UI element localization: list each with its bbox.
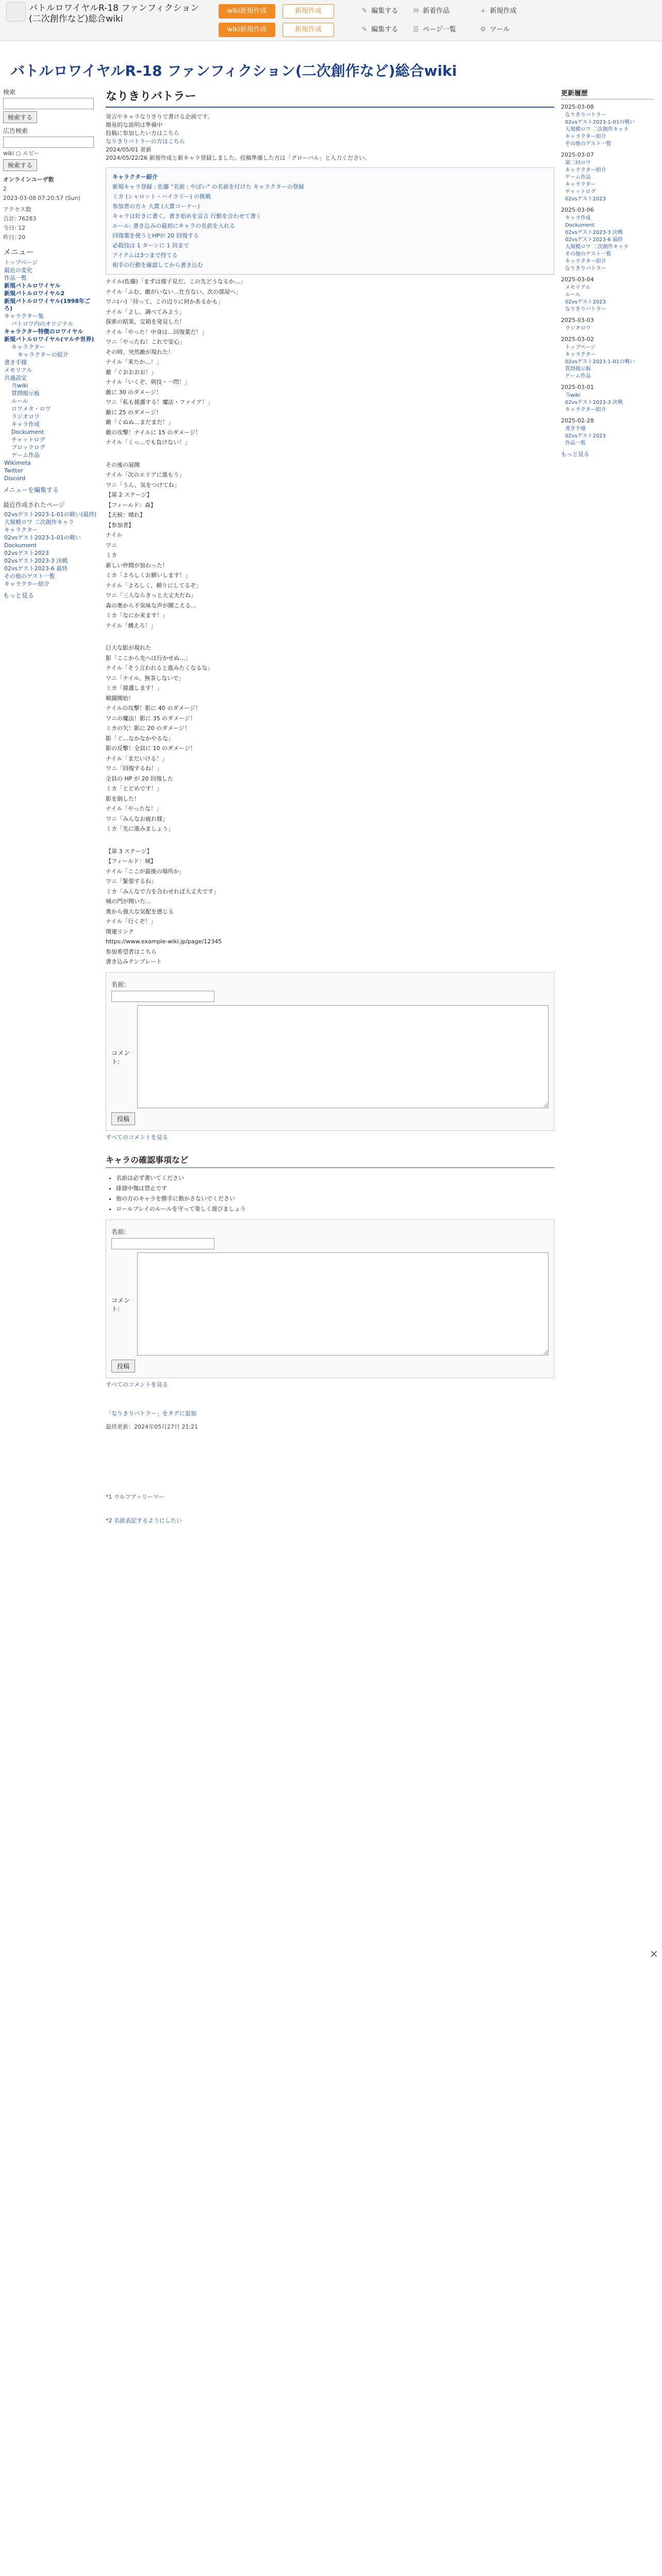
log-line: ナイル「構えろ！」: [106, 622, 157, 629]
update-item[interactable]: 02vsゲスト2023: [565, 299, 606, 305]
log-line: 影「ここから先へは行かせぬ…」: [106, 654, 191, 662]
top-edit-link[interactable]: [361, 4, 398, 19]
top-tools-label: ツール: [490, 26, 510, 33]
log-line: 新しい仲間が加わった！: [106, 562, 168, 569]
search-button[interactable]: 検索する: [3, 111, 37, 123]
log-line: 森の奥から不気味な声が聞こえる…: [106, 602, 196, 609]
update-item[interactable]: トップページ: [565, 345, 596, 350]
tag-link[interactable]: 「なりきりバトラー」をタグに追加: [106, 1410, 196, 1417]
menu-item[interactable]: バトロワ内のオリジナル: [11, 320, 74, 327]
log-line: 【参加者】: [106, 521, 134, 529]
update-item[interactable]: 作品一覧: [565, 440, 586, 446]
page-wrapper: [0, 41, 662, 2576]
recent-page-item[interactable]: キャラクター紹介: [4, 581, 49, 587]
log-line: 【天候：晴れ】: [106, 512, 145, 518]
faq-item: • 誹謗中傷は禁止です: [116, 1183, 554, 1194]
update-item[interactable]: キャラクター紹介: [565, 259, 606, 264]
log-line: ミカ「なにか来ます！」: [106, 612, 168, 619]
all-comments-link[interactable]: すべてのコメントを見る: [106, 1133, 168, 1141]
update-item[interactable]: キャラクター紹介: [565, 167, 606, 173]
create-wiki-button-2[interactable]: wiki新規作成: [219, 23, 275, 37]
log-line: ナイル「いくぞ、剣技・一閃！」: [106, 379, 191, 385]
search-label: 検索: [3, 89, 16, 96]
log-line: 敵の攻撃！ナイルに 15 のダメージ！: [106, 429, 201, 436]
update-more-link[interactable]: もっと見る: [561, 451, 589, 457]
footnote[interactable]: *2 名前表記するようにしたい: [106, 1517, 182, 1524]
intro-line: 発言やキャラなりきりで書ける企画です。: [106, 113, 213, 120]
menu-item[interactable]: キャラクター: [11, 344, 45, 350]
plain-log-4: [106, 844, 554, 967]
update-item[interactable]: その他のゲスト一覧: [565, 141, 611, 147]
recent-page-item[interactable]: その他のゲスト一覧: [4, 573, 55, 580]
update-item[interactable]: キャラクター: [565, 182, 596, 188]
counter-total: 合計: 76283: [3, 215, 37, 222]
menu-item[interactable]: 共通設定: [4, 375, 27, 381]
menu-item[interactable]: キャラクター特徴のロワイヤル: [4, 328, 84, 335]
update-item[interactable]: キャラクター紹介: [565, 134, 606, 140]
update-date: 2025-03-02: [561, 336, 594, 343]
menu-item[interactable]: トップページ: [4, 259, 38, 266]
log-line: ワニ「三人ならきっと大丈夫だね」: [106, 592, 196, 599]
log-line: ミカ「みんなで力を合わせれば大丈夫です」: [106, 888, 219, 895]
box-log: [112, 182, 548, 270]
menu-item[interactable]: Wikimeta: [4, 460, 31, 466]
comment-textarea-2[interactable]: [137, 1252, 549, 1355]
update-item[interactable]: 大規模ロワ 二次創作キャラ: [565, 244, 629, 250]
page-title: なりきりバトラー: [106, 88, 554, 108]
site-title[interactable]: バトルロワイヤルR-18 ファンフィクション(二次創作など)総合wiki: [10, 62, 457, 79]
menu-list: [4, 259, 98, 482]
last-updated: 最終更新：2024年05月27日 21:21: [106, 1423, 198, 1430]
log-line: 影「ぐ…なかなかやるな」: [106, 735, 174, 742]
log-line: 【フィールド：城】: [106, 858, 156, 865]
search-radio[interactable]: wiki ○ ルビー: [3, 150, 40, 157]
update-item[interactable]: 当wiki: [565, 393, 581, 398]
menu-item[interactable]: チャットログ: [11, 436, 45, 443]
log-line: ワニ(ハ)「待って、この辺りに何かあるかも」: [106, 298, 224, 305]
log-line: ナイルの攻撃！影に 40 のダメージ！: [106, 705, 201, 711]
update-item[interactable]: 02vsゲスト2023: [565, 433, 606, 439]
log-line: ミカ: [106, 552, 117, 558]
edit-menu-link[interactable]: メニューを編集する: [3, 486, 59, 494]
log-line: 【フィールド：森】: [106, 501, 156, 509]
recent-more-link[interactable]: もっと見る: [3, 592, 35, 599]
update-item[interactable]: 02vsゲスト2023-3 決戦: [565, 400, 623, 405]
menu-item[interactable]: ラジオロワ: [11, 413, 40, 420]
log-line: 関連リンク: [106, 928, 134, 935]
faq-title: キャラの確認事項など: [106, 1154, 554, 1168]
log-line: ナイル「行くぞ！」: [106, 918, 157, 925]
footnote[interactable]: *1 ウルフアッリーマー: [106, 1493, 164, 1500]
log-line[interactable]: 回復薬を使うとHPが 20 回復する: [112, 232, 199, 239]
list-icon: ☰: [413, 26, 419, 33]
log-line: ナイル「ふむ、敵がいない…仕方ない、次の部屋へ」: [106, 288, 242, 295]
pencil-icon: ✎: [361, 26, 368, 33]
update-list: [561, 392, 654, 413]
update-date: 2025-02-28: [561, 417, 594, 424]
recent-page-item[interactable]: 02vsゲスト2023-3 決戦: [4, 557, 68, 564]
plain-log: [106, 275, 554, 448]
log-line: 参加希望者はこちら: [106, 948, 157, 955]
log-line: ナイル「来たか…！」: [106, 359, 162, 365]
intro-line: 2024/05/01 更新: [106, 146, 152, 153]
menu-item[interactable]: 書き手様: [4, 359, 27, 366]
log-line: 探索の結果、宝箱を発見した！: [106, 318, 185, 325]
recent-page-item[interactable]: キャラクター: [4, 527, 38, 533]
log-line: ナイル: [106, 532, 123, 538]
menu-item[interactable]: 最近の変化: [4, 267, 32, 274]
update-item[interactable]: 書き手様: [565, 426, 586, 432]
mail-icon: ✉: [413, 7, 419, 15]
menu-item[interactable]: キャラクター集: [4, 313, 44, 319]
log-line: ナイル「やったな！」: [106, 805, 162, 812]
name-label-2: 名前:: [111, 1228, 126, 1235]
log-line: ワニ: [106, 541, 117, 549]
update-item[interactable]: メモリアル: [565, 285, 591, 291]
log-line: ナイル「よろしく、頼りにしてるぞ」: [106, 582, 202, 589]
update-item[interactable]: 02vsゲスト2023: [565, 196, 606, 202]
plain-log-3: [106, 641, 554, 834]
search2-label: 広告検索: [3, 127, 28, 134]
recent-pages-title: 最近作成されたページ: [3, 501, 65, 509]
log-line: ワニ「回復するね！」: [106, 765, 162, 772]
menu-item[interactable]: ロワメタ・ロワ: [11, 405, 51, 412]
update-item[interactable]: 大規模ロワ 二次創作キャラ: [565, 127, 629, 132]
menu-item[interactable]: ゲーム作品: [11, 452, 40, 459]
update-item[interactable]: Dockument: [565, 223, 595, 228]
updated-time: 2023-03-08 07:20:57 (Sun): [3, 195, 80, 201]
update-date: 2025-03-07: [561, 151, 594, 158]
faq-item: • ロールプレイのルールを守って楽しく遊びましょう: [116, 1204, 554, 1214]
update-item[interactable]: 02vsゲスト2023-1-01の戦い: [565, 120, 635, 125]
online-label: オンラインユーザ数: [3, 176, 54, 183]
top-new-works-link[interactable]: [412, 4, 450, 19]
menu-item[interactable]: キャラクターの紹介: [18, 351, 69, 358]
update-item[interactable]: なりきりバトラー: [565, 266, 606, 272]
comment-label-2: コメント:: [111, 1296, 130, 1313]
update-date: 2025-03-08: [561, 104, 594, 110]
update-date: 2025-03-01: [561, 384, 594, 391]
update-item[interactable]: ルール: [565, 292, 581, 298]
update-item[interactable]: キャラクター: [565, 352, 596, 358]
menu-item[interactable]: 新規バトルロワイヤル(1998年ごろ): [4, 298, 90, 312]
faq-list: [106, 1173, 554, 1214]
menu-item[interactable]: ルール: [11, 398, 28, 404]
menu-item[interactable]: 新規バトルロワイヤル: [4, 282, 61, 289]
log-line: ワニ「みんなお疲れ様」: [106, 815, 168, 822]
log-line: 城の門が開いた…: [106, 898, 151, 905]
update-item[interactable]: 02vsゲスト2023-1-01の戦い: [565, 359, 635, 365]
log-line: ナイル「ここが最後の場所か」: [106, 868, 185, 875]
log-line[interactable]: アイテムは3つまで持てる: [112, 252, 178, 259]
log-line: ナイル「次のエリアに進もう」: [106, 471, 185, 478]
top-bar-title[interactable]: バトルロワイヤルR-18 ファンフィクション(二次創作など)総合wiki: [29, 3, 200, 24]
top-tools-link[interactable]: [479, 23, 510, 37]
log-line: その時、突然敵が現れた！: [106, 348, 174, 355]
top-edit-label: 編集する: [371, 7, 399, 15]
update-item[interactable]: なりきりバトラー: [565, 307, 606, 312]
update-list: [561, 112, 654, 147]
faq-item: • 名前は必ず書いてください: [116, 1173, 554, 1183]
log-line: ナイル(佐藤)「まずは様子見だ。この先どうなるか…」: [106, 278, 246, 285]
intro-link[interactable]: なりきりバトラーの方はこちら: [106, 138, 185, 145]
update-item[interactable]: 質問掲示板: [565, 366, 591, 372]
faq-item: • 他の方のキャラを勝手に動かさないでください: [116, 1194, 554, 1204]
update-item[interactable]: チャットログ: [565, 189, 596, 195]
update-item[interactable]: その他のゲスト一覧: [565, 251, 611, 257]
recent-page-item[interactable]: 02vsゲスト2023: [4, 550, 49, 556]
menu-item[interactable]: Discord: [4, 475, 26, 482]
recent-page-item[interactable]: 02vsゲスト2023-6 最終: [4, 565, 68, 572]
log-line[interactable]: 参加者の方々 大賞 (大賞コーナー): [112, 203, 200, 210]
gear-icon: ⚙: [480, 26, 486, 33]
update-item[interactable]: 02vsゲスト2023-3 決戦: [565, 230, 623, 235]
log-line: 敵に 25 のダメージ！: [106, 409, 162, 416]
post-button[interactable]: 投稿: [111, 1112, 135, 1125]
log-line: ナイル「そう言われると進みたくなるな」: [106, 665, 213, 671]
top-edit-link-2[interactable]: [361, 23, 398, 37]
log-line: ワニ「うん、気をつけてね」: [106, 481, 180, 488]
top-page-list-link[interactable]: [412, 23, 456, 37]
top-new-page-label: 新規作成: [490, 7, 517, 15]
log-line: 敵「ぐぬぬ…まだまだ！」: [106, 419, 174, 426]
search-input[interactable]: [3, 98, 94, 109]
plus-icon: +: [480, 7, 486, 15]
all-comments-link-2[interactable]: すべてのコメントを見る: [106, 1381, 168, 1388]
log-line: その後の展開: [106, 461, 140, 468]
log-line: ミカ「とどめです！」: [106, 785, 162, 792]
search2-input[interactable]: [3, 137, 94, 148]
top-new-page-link[interactable]: [479, 4, 517, 19]
update-list: [561, 284, 654, 313]
log-line: 影を倒した！: [106, 795, 140, 802]
log-line: ワニの魔法！影に 35 のダメージ！: [106, 715, 196, 722]
name-label: 名前:: [111, 980, 126, 988]
update-item[interactable]: 02vsゲスト2023-6 最終: [565, 237, 623, 243]
box-title: キャラクター紹介: [112, 174, 158, 180]
left-sidebar: [0, 88, 98, 603]
main-content: [106, 88, 554, 1524]
menu-item[interactable]: キャラ作成: [11, 421, 40, 428]
update-list: [561, 325, 654, 332]
intro-line: 投稿に参加したい方はこちら: [106, 130, 179, 137]
log-line: 敵に 30 のダメージ！: [106, 388, 162, 396]
log-line: ミカの矢！影に 20 のダメージ！: [106, 725, 190, 732]
create-wiki-button[interactable]: wiki新規作成: [219, 4, 275, 19]
log-line: 全員の HP が 20 回復した: [106, 775, 173, 782]
log-line: 影の反撃！全員に 10 のダメージ！: [106, 745, 196, 752]
counter-today: 今日: 12: [3, 225, 26, 231]
update-item[interactable]: キャラクター紹介: [565, 407, 606, 413]
update-item[interactable]: なりきりバトラー: [565, 112, 606, 118]
update-list: [561, 426, 654, 447]
menu-item[interactable]: メモリアル: [4, 367, 32, 374]
menu-item[interactable]: 新規バトルロワイヤル2: [4, 290, 64, 297]
update-date: 2025-03-06: [561, 207, 594, 213]
update-item[interactable]: 第二回ロワ: [565, 160, 591, 166]
top-edit-label-2: 編集する: [371, 26, 399, 33]
update-item[interactable]: ゲーム作品: [565, 175, 591, 180]
log-line[interactable]: 新規キャラ登録 : 佐藤 "名前 : やばい" の名前を付けた キャラクターの登録: [112, 183, 304, 190]
recent-page-item[interactable]: 大規模ロワ 二次創作キャラ: [4, 519, 74, 526]
comment-form-2: [106, 1219, 554, 1378]
top-page-list-label: ページ一覧: [423, 26, 456, 33]
log-line[interactable]: 相手の行動を確認してから書き込む: [112, 262, 203, 268]
log-line: ナイル「よし、調べてみよう」: [106, 308, 185, 315]
log-line: ミカ「先に進みましょう」: [106, 825, 174, 832]
right-sidebar: [561, 88, 654, 461]
menu-item[interactable]: Twitter: [4, 467, 23, 474]
top-bar: [0, 0, 662, 41]
counter-yesterday: 昨日: 20: [3, 234, 26, 241]
recent-page-item[interactable]: 02vsゲスト2023-1-01の戦い(最終): [4, 511, 97, 518]
log-line: 【第 2 ステージ】: [106, 492, 153, 498]
update-date: 2025-03-04: [561, 276, 594, 283]
comment-form: [106, 972, 554, 1131]
update-history: [561, 104, 654, 447]
log-line: 敵「ぐおおおお！」: [106, 368, 157, 376]
comment-textarea[interactable]: [137, 1005, 549, 1108]
update-list: [561, 344, 654, 380]
intro-line: 2024/05/22/26 新規作成と新キャラ登録しました。投稿準備した方は「グローバル」と入力ください。: [106, 155, 371, 161]
plain-log-2: [106, 458, 554, 631]
recent-page-item[interactable]: Dockument: [4, 542, 37, 549]
log-line[interactable]: ミカ (シャロット・ハイラリー) の挑戦: [112, 193, 211, 200]
log-line: ミカ「援護します！」: [106, 685, 162, 691]
menu-item[interactable]: 作品一覧: [4, 275, 27, 281]
comment-label: コメント:: [111, 1049, 130, 1065]
log-line: https://www.example-wiki.jp/page/12345: [106, 938, 222, 945]
name-field-2[interactable]: [111, 1238, 214, 1249]
log-line: ミカ「よろしくお願いします！」: [106, 572, 191, 579]
log-line[interactable]: ルール: 書き込みの最初にキャラの名前を入れる: [112, 223, 235, 229]
new-page-button-2[interactable]: 新規作成: [283, 23, 334, 37]
log-line: ワニ「ナイル、無茶しないで」: [106, 674, 185, 682]
update-list: [561, 160, 654, 202]
log-line[interactable]: キャラは好きに書く。書き始めを宣言 行動を合わせて書く: [112, 213, 262, 219]
counter-label: アクセス数: [3, 206, 31, 213]
log-line: 戦闘開始！: [106, 694, 134, 702]
character-box: [106, 167, 554, 275]
menu-item[interactable]: 当wiki: [11, 382, 28, 389]
log-line[interactable]: 必殺技は 1 ターンに 1 回まで: [112, 242, 189, 249]
log-line: 書き込みテンプレート: [106, 958, 162, 965]
log-line: 巨大な影が現れた: [106, 645, 151, 651]
wiki-logo[interactable]: [6, 2, 26, 22]
log-line: 【第 3 ステージ】: [106, 848, 153, 855]
intro-line: 簡易的な説明は準備中: [106, 122, 162, 128]
log-line: ワニ「やったね！これで安心」: [106, 338, 185, 345]
pencil-icon: ✎: [361, 7, 368, 15]
recent-pages-list: [4, 511, 98, 588]
update-list: [561, 215, 654, 272]
update-history-title: 更新履歴: [561, 88, 654, 99]
online-count: 2: [3, 185, 7, 192]
menu-item[interactable]: 質問掲示板: [11, 390, 40, 397]
menu-item[interactable]: ブロックログ: [11, 444, 45, 451]
menu-item[interactable]: Dockument: [11, 429, 44, 435]
post-button-2[interactable]: 投稿: [111, 1360, 135, 1372]
menu-item[interactable]: 新規バトルロワイヤル(マルチ世界): [4, 336, 94, 343]
new-page-button[interactable]: 新規作成: [283, 4, 334, 19]
update-item[interactable]: ラジオロワ: [565, 326, 591, 331]
log-line: ワニ「緊張するね」: [106, 878, 157, 885]
update-item[interactable]: キャラ作成: [565, 215, 591, 221]
search2-button[interactable]: 検索する: [3, 159, 37, 171]
log-line: ナイル「くっ…でも負けない！」: [106, 439, 191, 446]
recent-page-item[interactable]: 02vsゲスト2023-1-01の戦い: [4, 534, 81, 541]
log-line: ワニ「私も援護する！魔法・ファイア！」: [106, 399, 213, 405]
update-date: 2025-03-03: [561, 317, 594, 324]
close-icon[interactable]: ×: [650, 1947, 658, 1960]
top-new-works-label: 新着作品: [423, 7, 450, 15]
intro-block: [106, 113, 554, 162]
menu-title: メニュー: [3, 247, 35, 257]
name-field[interactable]: [111, 991, 214, 1002]
log-line: ナイル「やった！中身は…回復薬だ！」: [106, 328, 208, 335]
log-line: ナイル「まだいける！」: [106, 755, 168, 762]
update-item[interactable]: ゲーム作品: [565, 374, 591, 379]
log-line: 奥から強大な気配を感じる: [106, 908, 174, 915]
